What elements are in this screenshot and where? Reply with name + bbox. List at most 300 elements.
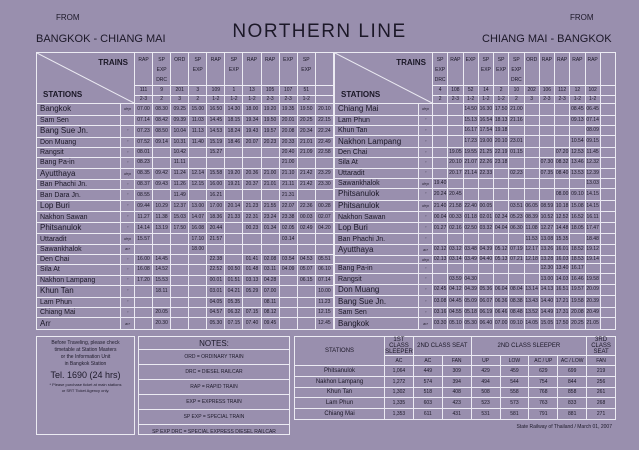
time-cell: 11.49 (171, 190, 189, 200)
time-cell (524, 274, 539, 284)
time-cell (524, 189, 539, 201)
time-cell: 04.04 (494, 222, 509, 234)
time-cell: 00.28 (315, 200, 333, 212)
time-cell: 06.19 (478, 307, 493, 317)
station-name: Phitsanulok (37, 222, 121, 234)
train-number: 2 (494, 86, 509, 96)
time-cell: 13.14 (524, 284, 539, 296)
time-cell: 18.11 (153, 285, 171, 297)
fare-value: 574 (413, 376, 442, 387)
time-cell: 01.41 (243, 255, 261, 265)
time-cell: 04.20 (315, 222, 333, 234)
time-cell: 03.13 (243, 275, 261, 285)
time-cell: 12.45 (315, 318, 333, 330)
time-cell: 19.21 (225, 180, 243, 190)
from-label-left: FROM (56, 13, 80, 22)
time-cell: 20.34 (297, 125, 315, 137)
time-cell: 21.40 (433, 200, 448, 212)
station-name: Lop Buri (37, 200, 121, 212)
station-name: Uttaradit (37, 234, 121, 244)
time-cell (189, 307, 207, 317)
time-cell: 11.08 (524, 222, 539, 234)
spacer-cell (600, 53, 615, 86)
time-cell: 21.42 (297, 180, 315, 190)
time-cell: 04.57 (207, 307, 225, 317)
time-cell: 22.40 (463, 200, 478, 212)
fare-subheader: AC / UP (529, 356, 558, 366)
time-cell: 10.31 (171, 137, 189, 147)
station-name: Sawankhalok (335, 178, 419, 188)
time-cell: 20.05 (153, 307, 171, 317)
time-cell: 00.33 (448, 212, 463, 222)
time-cell: 05.10 (448, 318, 463, 330)
time-cell: 22.07 (279, 200, 297, 212)
time-cell (478, 234, 493, 244)
table-row (37, 318, 334, 330)
time-cell: 07.21 (510, 256, 523, 263)
station-name: Rangsit (335, 274, 419, 284)
info-small: or SRT Ticket Agency only. (61, 388, 110, 393)
time-cell: 17.50 (171, 222, 189, 234)
time-cell: 13.46 (570, 158, 585, 168)
time-cell: 03.48 (463, 244, 478, 256)
time-cell: 08.42 (153, 115, 171, 125)
arr-dep (121, 115, 135, 125)
legend-item: SP EXP DRC = SPECIAL EXPRESS DIESEL RAILCAR (139, 424, 289, 439)
time-cell: 20.10 (315, 104, 333, 116)
time-cell: 05.29 (243, 285, 261, 297)
time-cell: 20.40 (279, 147, 297, 157)
time-cell: 21.33 (225, 212, 243, 222)
fare-subheader: AC / LOW (558, 356, 587, 366)
time-cell: 05.18 (463, 307, 478, 317)
time-cell: 03.30 (433, 318, 448, 330)
time-cell: 04.05 (207, 297, 225, 307)
time-cell: 07.30 (539, 158, 554, 168)
time-cell: 16.00 (207, 180, 225, 190)
time-cell: 05.13 (494, 256, 508, 263)
arr-dep: " (121, 297, 135, 307)
time-cell (135, 307, 153, 317)
station-name: Lam Phun (335, 115, 419, 125)
time-cell (171, 265, 189, 275)
time-cell (297, 244, 315, 254)
time-cell: 11.40 (189, 137, 207, 147)
time-cell: 18.15 (225, 115, 243, 125)
time-cell: 19.57 (261, 125, 279, 137)
time-cell: 11.11 (171, 158, 189, 168)
time-cell (448, 125, 463, 135)
fare-subheader: FAN (442, 356, 471, 366)
fare-value: 1,353 (385, 409, 414, 420)
time-cell: 14.07 (189, 212, 207, 222)
arr-dep: " (419, 222, 433, 234)
station-name: Bangkok (37, 104, 121, 116)
time-cell: 01.48 (243, 265, 261, 275)
time-cell: 20.37 (243, 180, 261, 190)
time-cell: 01.51 (225, 275, 243, 285)
time-cell (171, 234, 189, 244)
station-name: Nakhon Sawan (335, 212, 419, 222)
arr-dep: dep (121, 168, 135, 180)
time-cell (600, 274, 615, 284)
time-cell: 06.40 (478, 318, 493, 330)
time-cell: 19.34 (243, 115, 261, 125)
time-cell: 14.45 (153, 255, 171, 265)
train-type: SP EXP DRC (509, 53, 524, 86)
legend-item: RAP = RAPID TRAIN (139, 379, 289, 394)
train-type: RAP (570, 53, 585, 86)
time-cell: 17.31 (555, 307, 570, 317)
time-cell: 10.00 (315, 285, 333, 297)
fare-subheader: AC (385, 356, 414, 366)
time-cell (261, 190, 279, 200)
fare-row (295, 366, 616, 377)
time-cell: 11.38 (153, 212, 171, 222)
train-type: RAP (539, 53, 554, 86)
time-cell (171, 318, 189, 330)
train-class: 2-3 (539, 96, 554, 104)
time-cell: 00.01 (207, 275, 225, 285)
train-type: SP EXP DRC (433, 53, 448, 86)
time-cell (494, 189, 509, 201)
time-cell: 09.44 (135, 200, 153, 212)
train-class: 1-2 (243, 96, 261, 104)
stations-label: STATIONS (43, 90, 83, 99)
time-cell: 03.59 (448, 274, 463, 284)
fare-subheader: UP (471, 356, 500, 366)
time-cell: 08.50 (153, 125, 171, 137)
time-cell: 06.30 (509, 222, 524, 234)
time-cell: 20.44 (207, 222, 225, 234)
time-cell (539, 178, 554, 188)
fare-value: 1,064 (385, 366, 414, 377)
arr-dep: " (419, 125, 433, 135)
time-cell (600, 136, 615, 148)
time-cell: 07.00 (494, 318, 509, 330)
fare-value: 271 (587, 409, 616, 420)
table-row (335, 307, 616, 317)
time-cell (524, 158, 539, 168)
station-name: Phitsanulok (335, 189, 419, 201)
time-cell: 04.21 (225, 285, 243, 297)
time-cell: 16.52 (570, 212, 585, 222)
time-cell: 20.33 (279, 137, 297, 147)
time-cell: 06.10 (315, 265, 333, 275)
time-cell: 18.00 (189, 244, 207, 254)
time-cell (600, 125, 615, 135)
time-cell: 07.14 (135, 115, 153, 125)
time-cell: 16.11 (585, 212, 600, 222)
time-cell: 07.52 (135, 137, 153, 147)
train-type: RAP (585, 53, 600, 86)
time-cell: 14.48 (555, 222, 570, 234)
fare-value: 1,335 (385, 398, 414, 409)
time-cell: 04.39 (463, 284, 478, 296)
timetable-bangkok-chiangmai (36, 52, 334, 330)
time-cell: 02.34 (494, 212, 509, 222)
train-type: RAP (135, 53, 153, 86)
table-row (335, 318, 616, 330)
page-title: NORTHERN LINE (232, 21, 407, 42)
fare-table (294, 336, 616, 420)
time-cell (433, 147, 448, 157)
time-cell: 01.27 (433, 222, 448, 234)
train-class: 2 (153, 96, 171, 104)
train-number: 107 (279, 86, 297, 96)
time-cell: 17.54 (478, 125, 493, 135)
time-cell: 16.00 (135, 255, 153, 265)
time-cell (600, 234, 615, 244)
arr-dep: arr (419, 318, 433, 330)
time-cell: 23.38 (279, 212, 297, 222)
train-class: 1-2 (585, 96, 600, 104)
time-cell (509, 189, 524, 201)
time-cell: 17.50 (555, 318, 570, 330)
time-cell: 09.43 (153, 180, 171, 190)
time-cell (189, 275, 207, 285)
time-cell (171, 255, 189, 265)
time-cell: 17.20 (135, 275, 153, 285)
time-cell: 19.40 (433, 178, 448, 188)
time-cell: 14.03 (555, 274, 570, 284)
time-cell (171, 275, 189, 285)
train-number: 201 (171, 86, 189, 96)
time-cell (261, 244, 279, 254)
station-name: Den Chai (335, 147, 419, 157)
table-row (335, 284, 616, 296)
time-cell: 21.58 (448, 200, 463, 212)
fare-station: Khun Tan (295, 387, 385, 398)
time-cell: 16.03 (555, 256, 569, 263)
time-cell (524, 104, 539, 116)
time-cell: 20.49 (585, 307, 600, 317)
time-cell (261, 234, 279, 244)
station-name: Nakhon Sawan (37, 212, 121, 222)
fare-value: 494 (471, 376, 500, 387)
fare-row (295, 398, 616, 409)
time-cell: 21.25 (478, 147, 493, 157)
time-cell: 20.08 (570, 307, 585, 317)
time-cell (463, 178, 478, 188)
fare-subheader: FAN (587, 356, 616, 366)
table-row (37, 244, 334, 254)
time-cell (494, 178, 509, 188)
time-cell: 21.00 (261, 168, 279, 180)
stations-label: STATIONS (341, 90, 381, 99)
time-cell: 14.15 (585, 189, 600, 201)
time-cell: 17.00 (207, 200, 225, 212)
time-cell: 08.09 (585, 125, 600, 135)
table-row (37, 168, 334, 180)
arr-dep: " (419, 274, 433, 284)
time-cell: 08.00 (555, 189, 570, 201)
time-cell: 09.42 (153, 168, 171, 180)
arr-dep: dep (419, 104, 433, 116)
fare-row (295, 409, 616, 420)
direction-right: CHIANG MAI - BANGKOK (482, 33, 612, 45)
table-row (37, 200, 334, 212)
time-cell: 15.57 (135, 234, 153, 244)
time-cell: 11.13 (189, 125, 207, 137)
time-cell: 10.42 (171, 147, 189, 157)
time-cell (555, 115, 570, 125)
station-name: Lam Phun (37, 297, 121, 307)
time-cell: 12.27 (539, 222, 554, 234)
station-name: Don Muang (37, 137, 121, 147)
fare-value: 763 (529, 398, 558, 409)
table-row (335, 178, 616, 188)
time-cell: 20.10 (448, 158, 463, 168)
time-cell (433, 234, 448, 244)
time-cell: 19.35 (279, 104, 297, 116)
time-cell: 20.30 (153, 318, 171, 330)
trains-label: TRAINS (396, 58, 426, 67)
train-type: ORD (524, 53, 539, 86)
station-name: Phitsanulok (335, 200, 419, 212)
time-cell: 00.05 (478, 200, 493, 212)
fare-station: Nakhon Lampang (295, 376, 385, 387)
train-class: 1-2 (494, 96, 509, 104)
time-cell (600, 115, 615, 125)
fare-row (295, 376, 616, 387)
train-class: 2 (189, 96, 207, 104)
time-cell: 16.51 (555, 284, 570, 296)
time-cell: 19.58 (570, 296, 585, 308)
time-cell: 06.04 (494, 284, 509, 296)
legend-box (138, 336, 290, 435)
time-cell (600, 158, 615, 168)
time-cell (279, 307, 297, 317)
time-cell (189, 158, 207, 168)
time-cell: 13.00 (189, 200, 207, 212)
time-cell: 21.14 (463, 168, 478, 178)
table-row (37, 190, 334, 200)
table-row (37, 265, 334, 275)
arr-dep: " (121, 275, 135, 285)
fare-stations-header: STATIONS (295, 337, 385, 366)
arr-dep: " (121, 285, 135, 297)
time-cell (494, 200, 509, 212)
time-cell: 23.30 (315, 180, 333, 190)
fare-value: 844 (558, 376, 587, 387)
time-cell (225, 190, 243, 200)
train-class: 1-2 (225, 96, 243, 104)
time-cell: 22.19 (494, 147, 509, 157)
table-row (37, 115, 334, 125)
time-cell (478, 189, 493, 201)
station-name: Ban Dara Jn. (37, 190, 121, 200)
time-cell (225, 234, 243, 244)
time-cell: 22.58 (315, 147, 333, 157)
time-cell: 05.09 (463, 296, 478, 308)
table-row (37, 307, 334, 317)
time-cell (600, 222, 615, 234)
station-name: Chiang Mai (37, 307, 121, 317)
table-row (335, 296, 616, 308)
time-cell: 19.05 (448, 147, 463, 157)
train-number: 9 (153, 86, 171, 96)
time-cell (509, 264, 524, 274)
time-cell: 21.00 (279, 158, 297, 168)
time-cell: 18.52 (570, 244, 585, 256)
train-type: RAP (555, 53, 570, 86)
table-row (37, 125, 334, 137)
time-cell: 20.01 (279, 115, 297, 125)
train-number: 51 (297, 86, 315, 96)
time-cell (225, 255, 243, 265)
station-name: Ayutthaya (335, 244, 419, 256)
time-cell (279, 318, 297, 330)
time-cell: 11.45 (585, 147, 600, 157)
time-cell: 06.15 (297, 275, 315, 285)
time-cell (570, 178, 585, 188)
time-cell (433, 158, 448, 168)
fare-subheader: AC (413, 356, 442, 366)
time-cell: 19.20 (261, 104, 279, 116)
time-cell (600, 200, 615, 212)
train-number: 13 (243, 86, 261, 96)
time-cell: 11.26 (171, 180, 189, 190)
train-class: 2 (433, 96, 448, 104)
station-name: Bang Pa-in (335, 264, 419, 274)
time-cell (570, 234, 585, 244)
time-cell: 20.39 (585, 296, 600, 308)
time-cell: 07.14 (315, 275, 333, 285)
time-cell: 18.00 (243, 104, 261, 116)
time-cell: 03.11 (261, 265, 279, 275)
time-cell: 02.05 (279, 222, 297, 234)
time-cell (509, 158, 524, 168)
time-cell: 14.45 (207, 115, 225, 125)
fare-value: 408 (442, 387, 471, 398)
time-cell (524, 168, 539, 178)
time-cell: 02.16 (448, 222, 463, 234)
time-cell: 04.12 (448, 284, 463, 296)
time-cell: 23.18 (494, 158, 509, 168)
arr-dep: dep (121, 234, 135, 244)
arr-dep: dep (419, 256, 433, 264)
time-cell (279, 285, 297, 297)
time-cell: 21.55 (261, 200, 279, 212)
time-cell: 21.42 (297, 168, 315, 180)
info-box (36, 336, 135, 435)
time-cell: 10.04 (171, 125, 189, 137)
time-cell (600, 104, 615, 116)
time-cell: 22.49 (315, 137, 333, 147)
arr-dep: dep (419, 200, 433, 212)
time-cell (153, 297, 171, 307)
time-cell: 14.52 (153, 265, 171, 275)
train-number: 102 (585, 86, 600, 96)
train-type: EXP (463, 53, 478, 86)
time-cell (448, 178, 463, 188)
time-cell: 10.54 (570, 136, 585, 148)
time-cell: 02.13 (433, 256, 447, 263)
time-cell: 07.35 (539, 168, 554, 178)
arr-dep: arr (121, 244, 135, 254)
time-cell (463, 189, 478, 201)
time-cell: 16.08 (189, 222, 207, 234)
time-cell: 10.29 (153, 200, 171, 212)
time-cell (433, 168, 448, 178)
time-cell: 11.03 (189, 115, 207, 125)
time-cell (433, 136, 448, 148)
time-cell: 17.10 (189, 234, 207, 244)
station-name: Sawankhalok (37, 244, 121, 254)
station-name: Bang Sue Jn. (37, 125, 121, 137)
table-row (335, 115, 616, 125)
